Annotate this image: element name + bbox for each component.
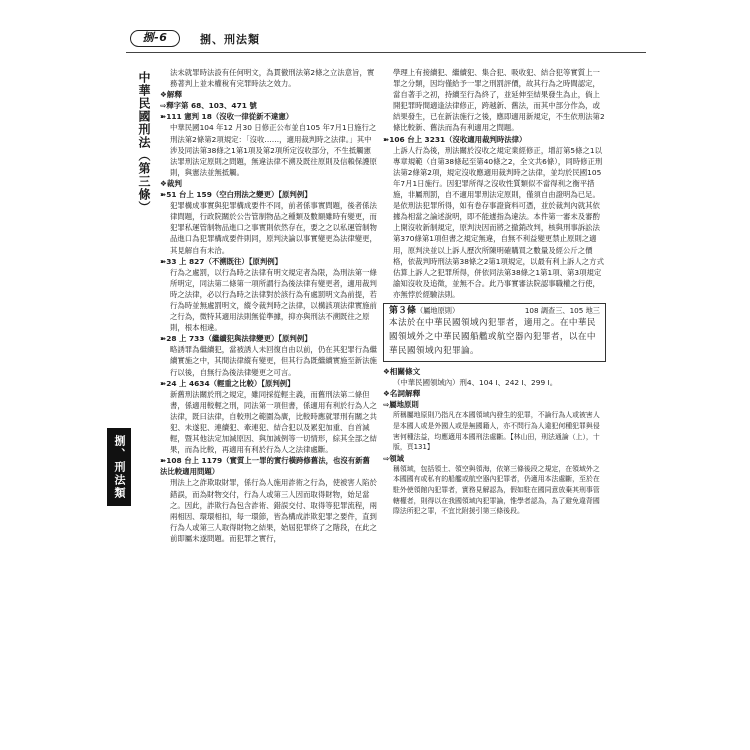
left-column xyxy=(160,67,377,544)
case-reference: ➽111 憲判 18（沒收一律從新不違憲） xyxy=(160,112,294,122)
header-divider xyxy=(126,52,646,53)
case-reference: ➽33 上 827（不溯既往）【原判例】 xyxy=(160,256,283,266)
section-heading: ❖解釋 xyxy=(160,90,182,100)
right-column xyxy=(383,67,606,517)
case-reference: ⇨釋字第 68、103、471 號 xyxy=(160,101,257,111)
body-paragraph: 法未就罪時法設有任何明文，為貫徹刑法第2條之立法意旨，實務著判上並未權稅有完罪時法之效力。 xyxy=(170,68,375,89)
case-reference: ➽106 台上 3231（沒收適用裁判時法律） xyxy=(383,134,527,144)
case-reference: ➽108 台上 1179（實質上一罪的實行橫跨修舊法，也沒有新舊法比較適用問題） xyxy=(160,456,370,477)
page-header xyxy=(118,28,638,48)
case-reference: ➽24 上 4634（輕重之比較）【原判例】 xyxy=(160,378,295,388)
definition-paragraph: 所稱屬地原則乃指凡在本國領域內發生的犯罪，不論行為人或被害人是本國人或是外國人或是無國籍人，亦不問行為人違犯何種犯罪與侵害何種法益，均應適用本國刑法處斷。【林山田，刑法通論（上），十版，頁131】 xyxy=(393,411,600,452)
body-paragraph: 上訴人行為後，刑法關於沒收之規定業經修正，增訂第5條之1以專章規範（自第38條起至第40條之2，全文共6條），同時修正刑法第2條第2項，規定沒收應適用裁判時之法律，並均於民國105年7月1日施行。因犯罪所得之沒收性質類似不當得利之衡平措施，非屬刑罰，自不適用罪刑法定原則，僅須自由證明為已足。是依刑法犯罪所得，如有卷存事證資料可憑，並於裁判內就其依據為相當之論述說明，即不能遽指為違法。本件第一審未及審酌上開沒收新制規定，原判決因而將之撤銷改判，核與刑事訴訟法第370條第1項但書之規定無違，自無不利益變更禁止原則之適用，原判決並以上訴人歷次所陳明確購買之數量及經公斤之價格，依裁判時刑法第38條之2第1項規定，以最有利上訴人之方式估算上訴人之犯罪所得，併依同法第38條之1第1項、第3項規定諭知沒收及追徵，並無不合。此乃事實審法院認事職權之行使，亦無悖於經驗法則。 xyxy=(393,145,604,299)
article-body: 本法於在中華民國領域內犯罪者，適用之。在中華民國領域外之中華民國船艦或航空器內犯罪者，以在中華民國領域內犯罪論。 xyxy=(389,317,596,356)
case-reference: ➽51 台上 159（空白刑法之變更）【原判例】 xyxy=(160,190,312,200)
section-side-tab: 捌、刑法類 xyxy=(107,428,131,506)
right-column-bottom xyxy=(383,366,606,517)
body-paragraph: 刑法上之詐欺取財罪，係行為人施用詐術之行為，使被害人陷於錯誤，而為財物交付，行為人或第三人因而取得財物，始足當之。因此，詐欺行為包含詐術、錯誤交付、取得等犯罪流程，兩兩相因、環環相扣，每一環節，皆為構成詐欺犯罪之要件，直到行為人或第三人取得財物之結果，始屆犯罪終了之階段，在此之前即屬未遂問題。而犯罪之實行， xyxy=(170,478,377,543)
article-title: （屬地原則） xyxy=(416,305,460,315)
body-paragraph: 中華民國104 年12 月30 日修正公布並自105 年7月1日施行之刑法第2條第2項規定：「沒收……，適用裁判時之法律。」其中涉及同法第38條之1第1項及第2項所定沒收部分，不生抵觸憲法罪刑法定原則之問題，無違法律不溯及既往原則及信賴保護原則，與憲法並無抵觸。 xyxy=(170,123,377,177)
section-heading: ❖名詞解釋 xyxy=(383,389,421,399)
page-number-badge: 捌-6 xyxy=(130,30,180,47)
right-column-top xyxy=(383,67,606,300)
body-paragraph: 行為之處罰，以行為時之法律有明文規定者為限，為刑法第一條所明定，同法第二條第一項所謂行為後法律有變更者，適用裁判時之法律，必以行為時之法律對於該行為有處罰明文為前提，若行為時並無處罰明文，縱令裁判時之法律，以構該項法律實施前之行為，微特其適用法則無從準據，抑亦與刑法不溯既往之原則，根本相違。 xyxy=(170,267,377,333)
body-paragraph: 略誘罪為繼續犯，當被誘人未回復自由以前，仍在其犯罪行為繼續實施之中，其間法律縱有變更，但其行為既繼續實施至新法施行以後，自無行為後法律變更之可言。 xyxy=(170,345,377,377)
section-heading: ❖裁判 xyxy=(160,178,182,188)
book-title: 中華民國刑法（第三條） xyxy=(137,71,151,214)
article-header xyxy=(389,306,600,316)
body-paragraph: 新舊刑法關於刑之規定，雖同採從輕主義，而舊刑法第二條但書，係適用較輕之刑，同法第一項但書，係適用有利於行為人之法律，既曰法律，自較刑之範圍為廣，比較時應就罪刑有關之共犯、未遂犯、連續犯、牽連犯、結合犯以及累犯加重、自首減輕，暨其他法定加減原因、與加減例等一切情形，綜其全部之結果，而為比較，再適用有利於行為人之法律處斷。 xyxy=(170,389,377,455)
body-paragraph: 犯罪構成事實與犯罪構成要件不同，前者係事實問題，後者係法律問題，行政院關於公告管制物品之種類及數額雖時有變更，而犯罪私運管制物品進口之事實則依然存在，要之之以私運管制物品進口為犯罪構成要件則同，原判決論以事實變更為法律變更，其見解自有未洽。 xyxy=(170,201,377,255)
body-paragraph: 學理上有接續犯、繼續犯、集合犯、吸收犯、結合犯等實質上一罪之分類，因均僅給予一罪之刑罰評價，故其行為之時間認定，當自著手之初，持續至行為終了，並延伸至結果發生為止，倘上開犯罪時間適逢法律修正，跨越新、舊法，而其中部分作為，或結果發生，已在新法施行之後，應即適用新規定，不生依刑法第2條比較新、舊法而為有利適用之問題。 xyxy=(393,68,605,133)
definition-paragraph: 稱領域，包括領土、領空與領海，依第三條後段之規定，在領域外之本國國有或私有的船艦或航空器內犯罪者，仍適用本法處斷，至於在駐外使領館內犯罪者，實務見解認為，假如駐在國同意放棄其刑事管轄權者，則得以在我國領域內犯罪論，惟學者認為，為了避免違背國際法所犯之罪，不宜比附援引第三條後段。 xyxy=(393,464,600,516)
case-reference: ➽28 上 733（繼續犯與法律變更）【原判例】 xyxy=(160,334,312,344)
section-heading: ❖相關條文 xyxy=(383,366,421,376)
case-reference: ⇨領域 xyxy=(383,453,404,463)
article-box xyxy=(383,303,606,362)
case-reference: ⇨屬地原則 xyxy=(383,400,419,410)
chapter-title: 捌、刑法類 xyxy=(200,33,260,46)
article-history: 108 調查三、105 地三 xyxy=(524,305,600,315)
article-number: 第３條 xyxy=(389,305,417,316)
body-paragraph: （中華民國領域內）刑4、104 I、242 I、299 I。 xyxy=(393,378,558,388)
